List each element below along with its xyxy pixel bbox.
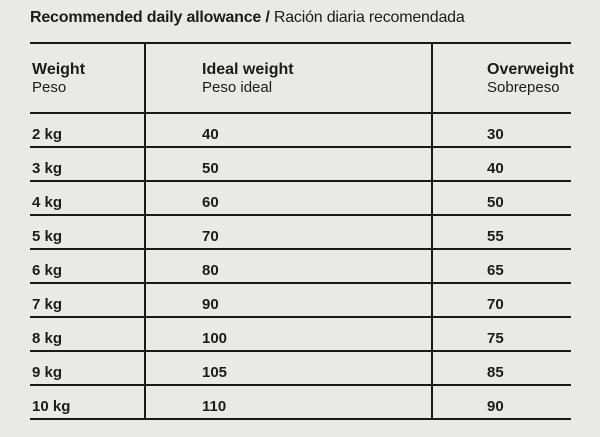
table-row xyxy=(30,215,571,249)
header-spanish: Peso xyxy=(32,79,67,96)
table-row xyxy=(30,147,571,181)
cell-overweight: 30 xyxy=(487,126,504,143)
column-header-ideal-weight xyxy=(145,43,432,113)
header-spanish: Peso ideal xyxy=(202,79,273,96)
table-row xyxy=(30,181,571,215)
cell-weight: 6 kg xyxy=(32,262,63,279)
title-english: Recommended daily allowance xyxy=(30,9,262,26)
table-header-row xyxy=(30,43,571,113)
page-title xyxy=(30,9,465,27)
header-english: Weight xyxy=(32,61,86,78)
cell-weight: 10 kg xyxy=(32,398,71,415)
cell-ideal-weight: 40 xyxy=(145,113,432,147)
table-row xyxy=(30,113,571,147)
cell-weight: 2 kg xyxy=(32,126,63,143)
cell-weight: 8 kg xyxy=(32,330,63,347)
header-spanish: Sobrepeso xyxy=(487,79,560,96)
allowance-table xyxy=(30,42,575,420)
cell-ideal-weight: 105 xyxy=(145,351,432,385)
title-spanish: Ración diaria recomendada xyxy=(273,9,465,26)
cell-weight: 3 kg xyxy=(32,160,63,177)
cell-ideal-weight: 60 xyxy=(145,181,432,215)
header-english: Overweight xyxy=(487,61,575,78)
header-english: Ideal weight xyxy=(202,61,294,78)
table-row xyxy=(30,317,571,351)
cell-ideal-weight: 50 xyxy=(145,147,432,181)
cell-weight: 9 kg xyxy=(32,364,63,381)
table-body xyxy=(30,113,571,419)
cell-weight: 4 kg xyxy=(32,194,63,211)
cell-overweight: 85 xyxy=(487,364,504,381)
cell-overweight: 50 xyxy=(487,194,504,211)
table-row xyxy=(30,249,571,283)
table-row xyxy=(30,351,571,385)
column-header-overweight xyxy=(432,43,575,113)
cell-weight: 5 kg xyxy=(32,228,63,245)
column-header-weight xyxy=(30,43,145,113)
cell-overweight: 75 xyxy=(487,330,504,347)
cell-overweight: 70 xyxy=(487,296,504,313)
cell-overweight: 40 xyxy=(487,160,504,177)
cell-ideal-weight: 70 xyxy=(145,215,432,249)
cell-ideal-weight: 80 xyxy=(145,249,432,283)
cell-ideal-weight: 110 xyxy=(145,385,432,419)
title-separator: / xyxy=(261,9,274,26)
cell-ideal-weight: 90 xyxy=(145,283,432,317)
table-row xyxy=(30,283,571,317)
cell-overweight: 90 xyxy=(487,398,504,415)
table-row xyxy=(30,385,571,419)
cell-overweight: 65 xyxy=(487,262,504,279)
cell-overweight: 55 xyxy=(487,228,504,245)
cell-ideal-weight: 100 xyxy=(145,317,432,351)
cell-weight: 7 kg xyxy=(32,296,63,313)
